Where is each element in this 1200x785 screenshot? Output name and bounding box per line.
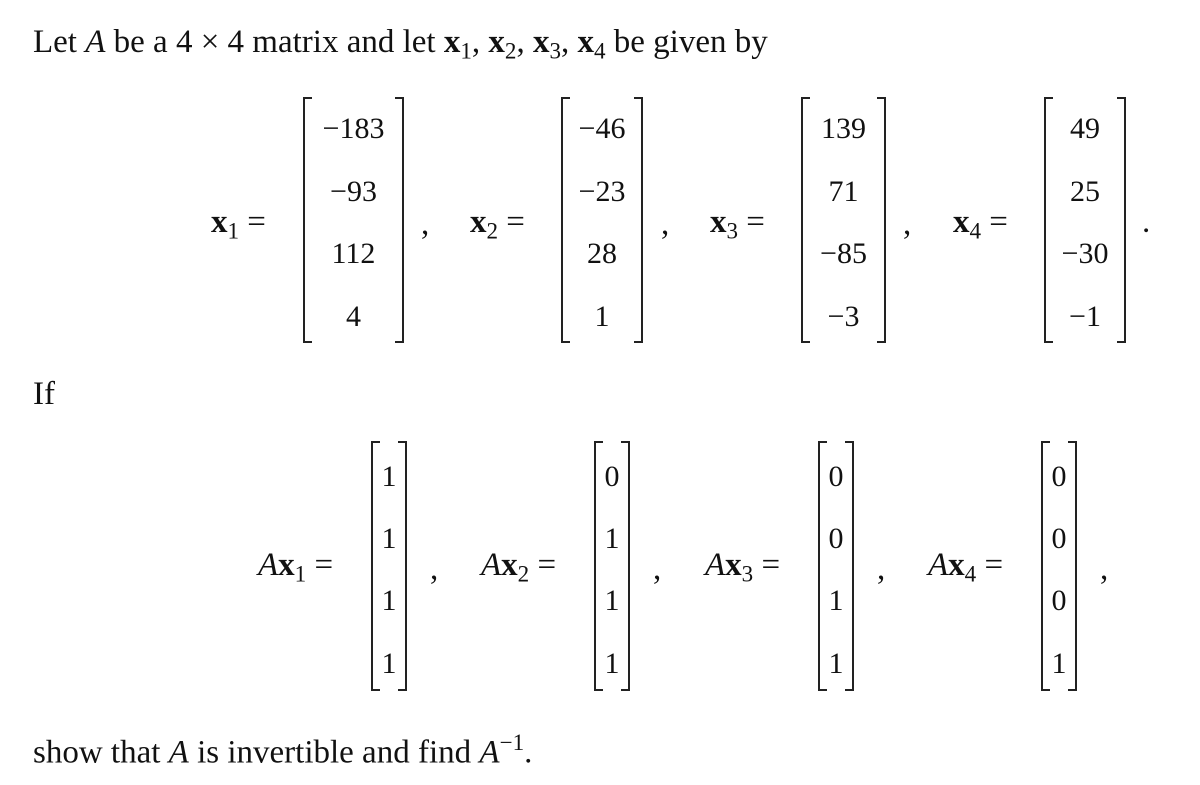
product-label-ax3: $Ax_3$ = bbox=[705, 547, 781, 587]
vector-entry: 1 bbox=[828, 584, 844, 617]
intro-text-middle: be a 4 × 4 matrix and let bbox=[105, 24, 444, 60]
vector-entry: 1 bbox=[1051, 647, 1067, 680]
final-period: . bbox=[1142, 204, 1151, 240]
column-vector-x3 bbox=[801, 97, 886, 343]
vector-entry: 49 bbox=[1070, 112, 1100, 145]
vector-entry: 1 bbox=[604, 522, 620, 555]
column-vector-x1 bbox=[303, 97, 404, 343]
column-vector-x2 bbox=[561, 97, 643, 343]
vector-symbol: $x_1$ bbox=[443, 24, 472, 64]
vector-entry: −30 bbox=[1061, 237, 1109, 270]
separator-comma: , bbox=[421, 206, 430, 242]
closing-period: . bbox=[524, 734, 533, 771]
vector-entry: 0 bbox=[1051, 584, 1067, 617]
vector-symbol: $x_4$ bbox=[577, 24, 606, 64]
column-vector-x4 bbox=[1044, 97, 1126, 343]
separator-comma: , bbox=[903, 206, 912, 242]
product-label-ax4: $Ax_4$ = bbox=[928, 547, 1004, 587]
vector-entry: 0 bbox=[828, 460, 844, 493]
vector-entry: 1 bbox=[381, 522, 397, 555]
product-label-ax2: $Ax_2$ = bbox=[481, 547, 557, 587]
separator-comma: , bbox=[877, 551, 886, 587]
vector-entry: 1 bbox=[594, 300, 610, 333]
vector-entry: 25 bbox=[1070, 175, 1100, 208]
column-vector-ax3 bbox=[818, 441, 854, 691]
vector-entry: 1 bbox=[381, 460, 397, 493]
vector-symbol: $x_3$ bbox=[532, 24, 561, 64]
vector-symbol: $x_2$ bbox=[488, 24, 517, 64]
vector-entry: 112 bbox=[331, 237, 376, 270]
vector-entry: 139 bbox=[821, 112, 866, 145]
closing-sentence bbox=[33, 731, 532, 770]
vector-entry: 1 bbox=[604, 647, 620, 680]
vector-entry: −1 bbox=[1069, 300, 1101, 333]
vector-label-x2: $x_2$ = bbox=[470, 204, 525, 244]
vector-entry: −93 bbox=[330, 175, 377, 208]
column-vector-ax4 bbox=[1041, 441, 1077, 691]
vector-entry: 71 bbox=[828, 175, 859, 208]
separator-comma: , bbox=[1100, 551, 1109, 587]
vector-label-x3: $x_3$ = bbox=[710, 204, 765, 244]
vector-entry: −3 bbox=[827, 300, 860, 333]
vector-entry: 1 bbox=[828, 647, 844, 680]
separator-comma: , bbox=[430, 551, 439, 587]
column-vector-ax2 bbox=[594, 441, 630, 691]
matrix-symbol: A bbox=[168, 734, 189, 771]
vector-entry: −23 bbox=[578, 175, 626, 208]
if-word: If bbox=[33, 376, 55, 412]
vector-entry: 0 bbox=[604, 460, 620, 493]
vector-entry: 28 bbox=[587, 237, 617, 270]
vector-entry: −46 bbox=[578, 112, 626, 145]
inverse-exponent: −1 bbox=[499, 729, 525, 755]
vector-entry: 0 bbox=[828, 522, 844, 555]
vector-entry: 1 bbox=[381, 584, 397, 617]
closing-text-middle: is invertible and find bbox=[188, 734, 480, 771]
intro-text-start: Let bbox=[33, 24, 86, 60]
vector-entry: 0 bbox=[1051, 460, 1067, 493]
vector-entry: 1 bbox=[381, 647, 397, 680]
separator-comma: , bbox=[653, 551, 662, 587]
vector-entry: 0 bbox=[1051, 522, 1067, 555]
inverse-matrix-symbol: A bbox=[479, 734, 500, 771]
separator-comma: , bbox=[661, 206, 670, 242]
intro-sentence: Let A be a 4 × 4 matrix and let $x_1$, $x_2$, $x_3$, $x_4$ be given by bbox=[33, 24, 768, 64]
matrix-symbol: A bbox=[85, 24, 106, 60]
intro-text-end: be given by bbox=[605, 24, 768, 60]
vector-entry: 4 bbox=[346, 300, 361, 333]
closing-text-start: show that bbox=[33, 734, 169, 771]
vector-entry: 1 bbox=[604, 584, 620, 617]
vector-entry: −183 bbox=[322, 112, 385, 145]
vector-label-x1: $x_1$ = bbox=[211, 204, 266, 244]
vector-label-x4: $x_4$ = bbox=[953, 204, 1008, 244]
product-label-ax1: $Ax_1$ = bbox=[258, 547, 334, 587]
vector-entry: −85 bbox=[820, 237, 867, 270]
column-vector-ax1 bbox=[371, 441, 407, 691]
